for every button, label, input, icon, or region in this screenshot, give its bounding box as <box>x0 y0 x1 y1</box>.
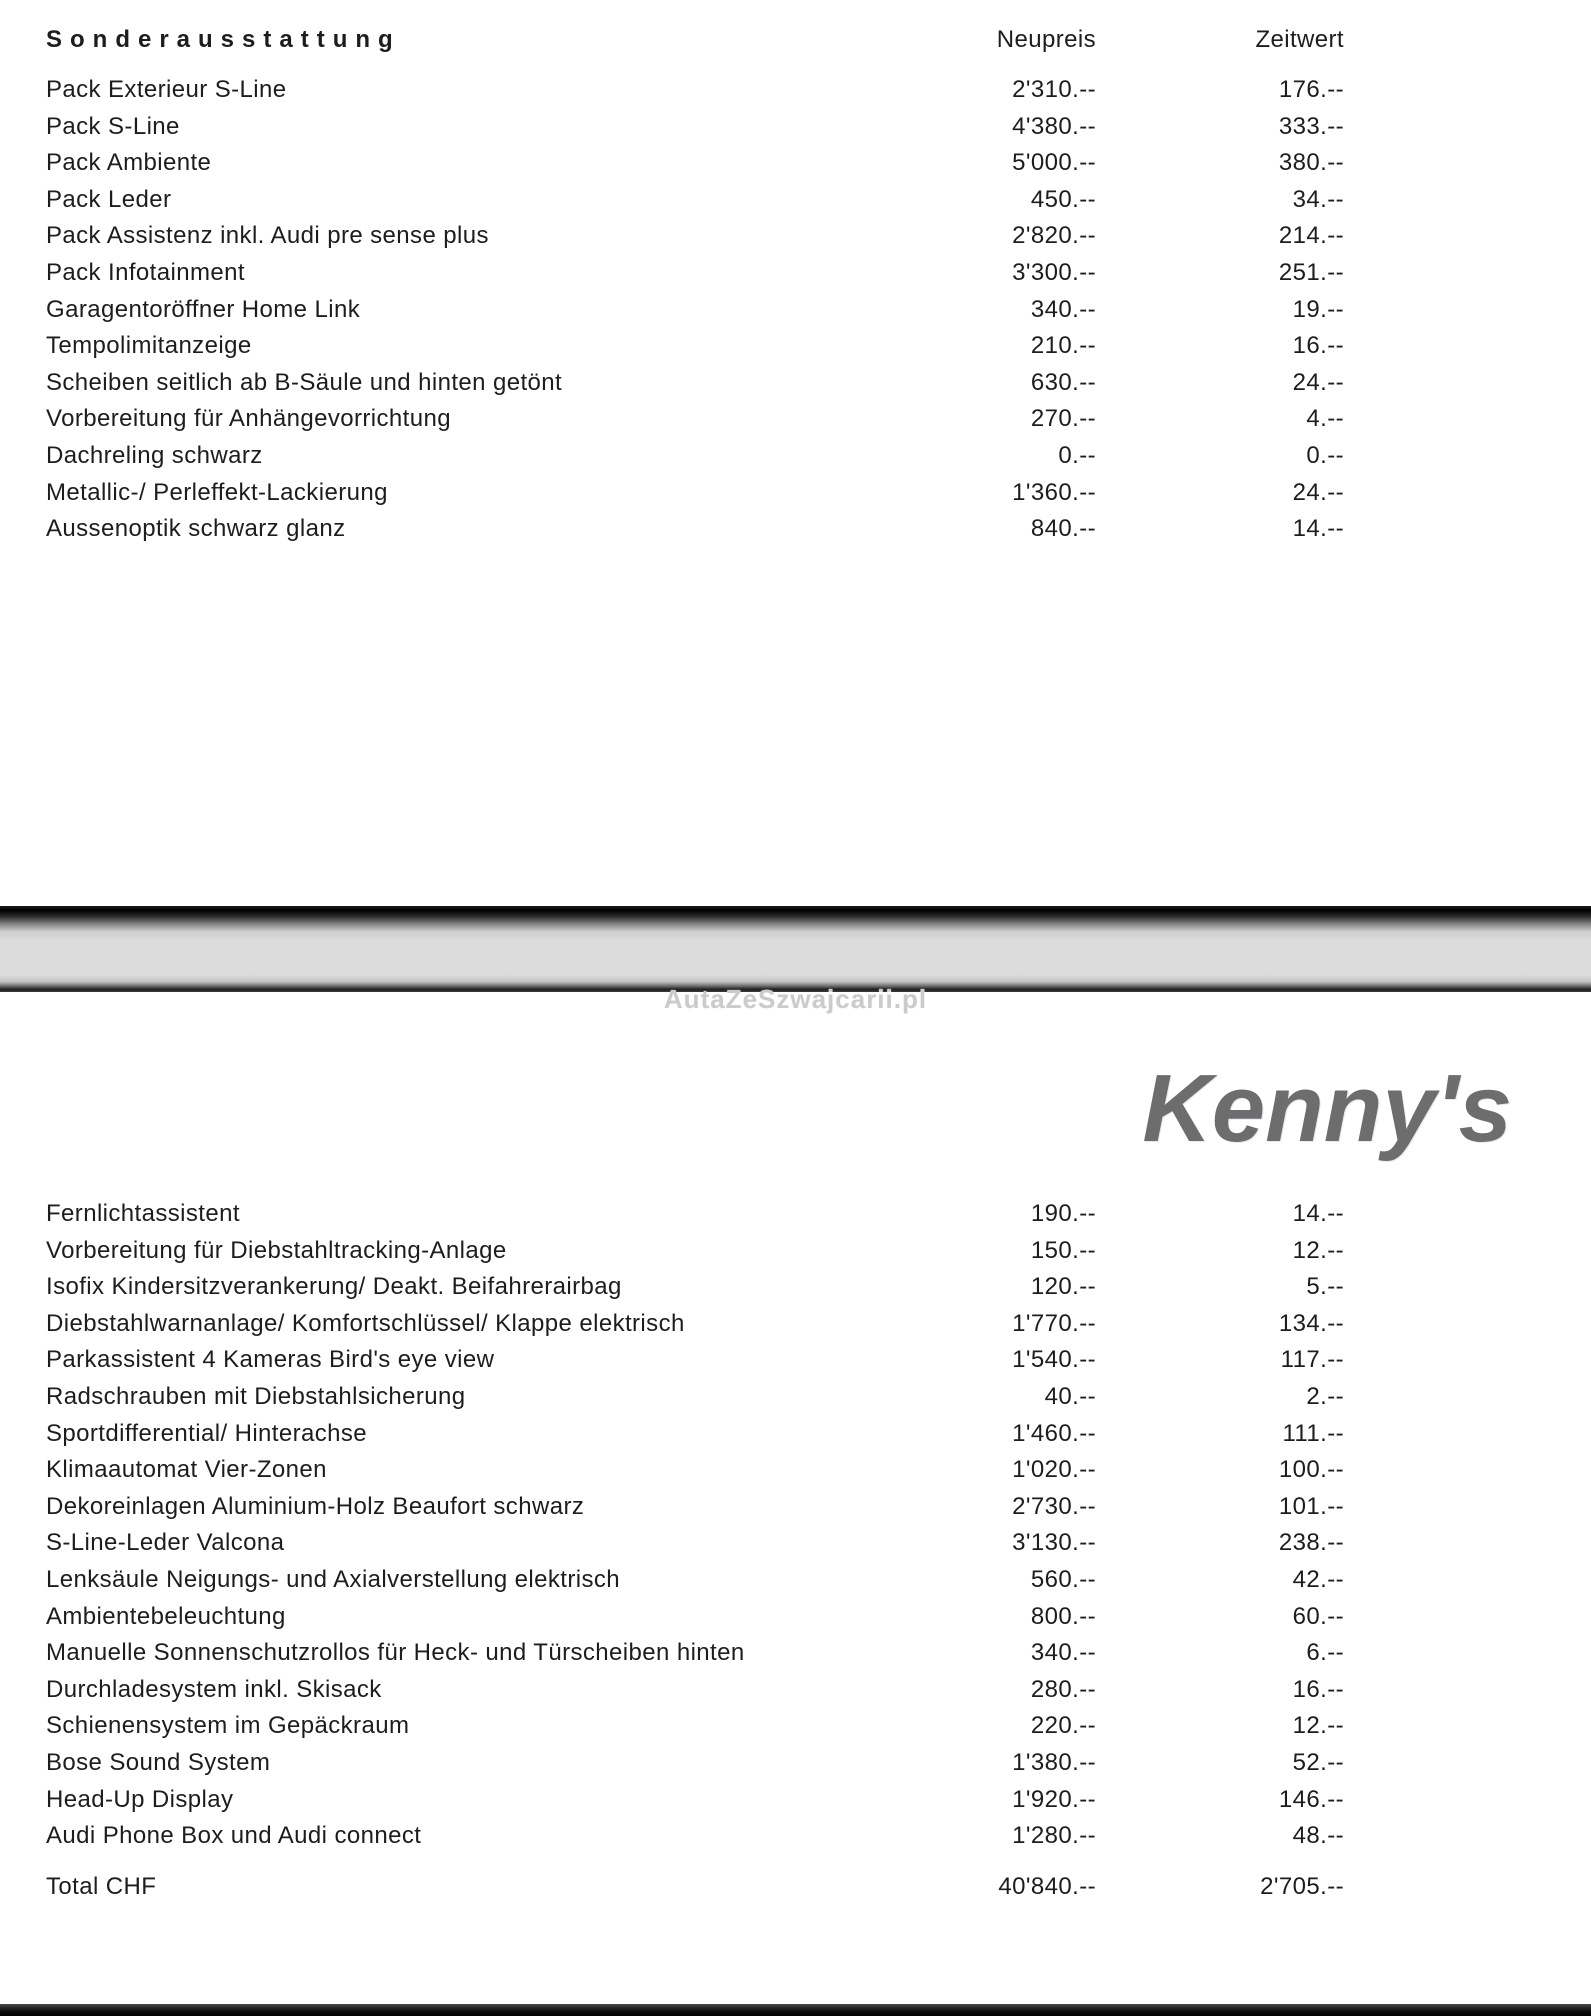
table-row <box>0 1672 1591 1709</box>
item-label: Vorbereitung für Diebstahltracking-Anlage <box>46 1236 507 1264</box>
item-label: Vorbereitung für Anhängevorrichtung <box>46 405 451 433</box>
table-row <box>0 438 1591 475</box>
table-row <box>0 1782 1591 1819</box>
item-label: Pack S-Line <box>46 112 180 140</box>
table-row <box>0 1745 1591 1782</box>
item-zeitwert-value: 24.-- <box>1292 478 1344 506</box>
item-label: Head-Up Display <box>46 1785 234 1813</box>
item-zeitwert-value: 16.-- <box>1292 1675 1344 1703</box>
table-row <box>0 1233 1591 1270</box>
item-neupreis-value: 630.-- <box>1030 368 1096 396</box>
item-neupreis-value: 40'840.-- <box>998 1872 1096 1900</box>
item-label: Tempolimitanzeige <box>46 332 252 360</box>
item-zeitwert-value: 4.-- <box>1306 405 1344 433</box>
item-zeitwert-value: 2.-- <box>1306 1382 1344 1410</box>
item-zeitwert-value: 333.-- <box>1278 112 1344 140</box>
item-label: Lenksäule Neigungs- und Axialverstellung elektrisch <box>46 1565 621 1593</box>
table-row <box>0 255 1591 292</box>
table-row <box>0 1562 1591 1599</box>
watermark-text: AutaZeSzwajcarii.pl <box>663 984 928 1014</box>
table-row <box>0 1489 1591 1526</box>
item-label: Scheiben seitlich ab B-Säule und hinten getönt <box>46 368 563 396</box>
item-label: Audi Phone Box und Audi connect <box>46 1822 422 1850</box>
item-neupreis-value: 560.-- <box>1030 1565 1096 1593</box>
item-neupreis-value: 40.-- <box>1044 1382 1096 1410</box>
item-neupreis-value: 190.-- <box>1030 1200 1096 1227</box>
table-row <box>0 292 1591 329</box>
table-row <box>0 365 1591 402</box>
item-zeitwert-value: 12.-- <box>1292 1712 1344 1740</box>
item-zeitwert-value: 42.-- <box>1292 1565 1344 1593</box>
bottom-page-edge-bar <box>0 2004 1591 2016</box>
item-neupreis-value: 270.-- <box>1030 405 1096 433</box>
table-header <box>0 22 1591 59</box>
table-row <box>0 1452 1591 1489</box>
item-zeitwert-value: 2'705.-- <box>1260 1872 1344 1900</box>
table-row <box>0 1342 1591 1379</box>
item-neupreis-value: 840.-- <box>1030 515 1096 543</box>
item-neupreis-value: 210.-- <box>1030 332 1096 360</box>
item-label: Radschrauben mit Diebstahlsicherung <box>46 1382 466 1410</box>
item-neupreis-value: 1'280.-- <box>1012 1822 1096 1850</box>
item-zeitwert-value: 52.-- <box>1292 1748 1344 1776</box>
item-label: Pack Leder <box>46 185 172 213</box>
item-neupreis-value: 1'460.-- <box>1012 1419 1096 1447</box>
item-label: Aussenoptik schwarz glanz <box>46 515 346 543</box>
table-row <box>0 1269 1591 1306</box>
equipment-list-page1 <box>0 72 1591 548</box>
item-neupreis-value: 4'380.-- <box>1012 112 1096 140</box>
item-neupreis-value: 1'020.-- <box>1012 1456 1096 1484</box>
item-neupreis-value: 3'130.-- <box>1012 1529 1096 1557</box>
item-neupreis-value: 1'540.-- <box>1012 1346 1096 1374</box>
item-neupreis-value: 1'770.-- <box>1012 1309 1096 1337</box>
table-row <box>0 328 1591 365</box>
item-neupreis-value: 450.-- <box>1030 185 1096 213</box>
item-label: Diebstahlwarnanlage/ Komfortschlüssel/ Klappe elektrisch <box>46 1309 685 1337</box>
item-zeitwert-value: 146.-- <box>1278 1785 1344 1813</box>
item-zeitwert-value: 251.-- <box>1278 258 1344 286</box>
item-label: Manuelle Sonnenschutzrollos für Heck- und Türscheiben hinten <box>46 1639 745 1667</box>
item-label: Isofix Kindersitzverankerung/ Deakt. Beifahrerairbag <box>46 1273 622 1301</box>
item-neupreis-value: 3'300.-- <box>1012 258 1096 286</box>
column-header-zeitwert: Zeitwert <box>1255 26 1344 53</box>
item-label: Pack Ambiente <box>46 149 212 177</box>
table-row <box>0 1196 1591 1233</box>
table-row <box>0 1306 1591 1343</box>
item-neupreis-value: 1'380.-- <box>1012 1748 1096 1776</box>
table-row <box>0 475 1591 512</box>
item-label: Dachreling schwarz <box>46 441 263 469</box>
item-zeitwert-value: 214.-- <box>1278 222 1344 250</box>
item-label: Ambientebeleuchtung <box>46 1602 286 1630</box>
table-row <box>0 401 1591 438</box>
item-neupreis-value: 2'730.-- <box>1012 1492 1096 1520</box>
table-row <box>0 1599 1591 1636</box>
item-label: Pack Exterieur S-Line <box>46 76 287 103</box>
item-neupreis-value: 280.-- <box>1030 1675 1096 1703</box>
item-neupreis-value: 5'000.-- <box>1012 149 1096 177</box>
item-zeitwert-value: 14.-- <box>1292 1200 1344 1227</box>
item-zeitwert-value: 16.-- <box>1292 332 1344 360</box>
table-row <box>0 1635 1591 1672</box>
item-label: S-Line-Leder Valcona <box>46 1529 285 1557</box>
item-neupreis-value: 2'820.-- <box>1012 222 1096 250</box>
table-row <box>0 1379 1591 1416</box>
column-header-neupreis: Neupreis <box>996 26 1096 53</box>
item-label: Metallic-/ Perleffekt-Lackierung <box>46 478 388 506</box>
item-zeitwert-value: 117.-- <box>1280 1346 1344 1374</box>
item-neupreis-value: 800.-- <box>1030 1602 1096 1630</box>
item-zeitwert-value: 12.-- <box>1292 1236 1344 1264</box>
item-label: Fernlichtassistent <box>46 1200 240 1227</box>
table-row <box>0 72 1591 109</box>
item-label: Klimaautomat Vier-Zonen <box>46 1456 327 1484</box>
item-zeitwert-value: 14.-- <box>1292 515 1344 543</box>
item-label: Durchladesystem inkl. Skisack <box>46 1675 382 1703</box>
item-zeitwert-value: 238.-- <box>1278 1529 1344 1557</box>
item-zeitwert-value: 0.-- <box>1306 441 1344 469</box>
item-label: Schienensystem im Gepäckraum <box>46 1712 410 1740</box>
item-label: Total CHF <box>46 1872 157 1900</box>
item-label: Parkassistent 4 Kameras Bird's eye view <box>46 1346 495 1374</box>
item-zeitwert-value: 34.-- <box>1292 185 1344 213</box>
table-row <box>0 1416 1591 1453</box>
item-label: Pack Infotainment <box>46 258 245 286</box>
item-zeitwert-value: 24.-- <box>1292 368 1344 396</box>
table-row <box>0 1708 1591 1745</box>
item-neupreis-value: 0.-- <box>1058 441 1096 469</box>
item-zeitwert-value: 5.-- <box>1306 1273 1344 1301</box>
item-zeitwert-value: 101.-- <box>1278 1492 1344 1520</box>
item-neupreis-value: 120.-- <box>1030 1273 1096 1301</box>
table-row <box>0 1818 1591 1855</box>
item-neupreis-value: 1'920.-- <box>1012 1785 1096 1813</box>
item-label: Garagentoröffner Home Link <box>46 295 361 323</box>
item-neupreis-value: 340.-- <box>1030 1639 1096 1667</box>
item-neupreis-value: 1'360.-- <box>1012 478 1096 506</box>
item-zeitwert-value: 19.-- <box>1292 295 1344 323</box>
item-zeitwert-value: 176.-- <box>1278 76 1344 103</box>
table-row <box>0 109 1591 146</box>
item-zeitwert-value: 380.-- <box>1278 149 1344 177</box>
table-row <box>0 511 1591 548</box>
item-zeitwert-value: 60.-- <box>1292 1602 1344 1630</box>
item-zeitwert-value: 111.-- <box>1282 1419 1344 1447</box>
item-neupreis-value: 340.-- <box>1030 295 1096 323</box>
item-label: Pack Assistenz inkl. Audi pre sense plus <box>46 222 489 250</box>
table-row <box>0 145 1591 182</box>
item-zeitwert-value: 48.-- <box>1292 1822 1344 1850</box>
item-zeitwert-value: 6.-- <box>1306 1639 1344 1667</box>
total-row <box>0 1869 1591 1906</box>
table-row <box>0 218 1591 255</box>
item-zeitwert-value: 134.-- <box>1278 1309 1344 1337</box>
equipment-list-page2 <box>0 1196 1591 1905</box>
item-neupreis-value: 2'310.-- <box>1012 76 1096 103</box>
table-row <box>0 1525 1591 1562</box>
page-break-divider <box>0 906 1591 992</box>
item-label: Dekoreinlagen Aluminium-Holz Beaufort schwarz <box>46 1492 585 1520</box>
item-label: Sportdifferential/ Hinterachse <box>46 1419 368 1447</box>
item-label: Bose Sound System <box>46 1748 271 1776</box>
item-zeitwert-value: 100.-- <box>1278 1456 1344 1484</box>
item-neupreis-value: 150.-- <box>1030 1236 1096 1264</box>
page-title: Sonderausstattung <box>46 26 401 53</box>
item-neupreis-value: 220.-- <box>1030 1712 1096 1740</box>
table-row <box>0 182 1591 219</box>
kennys-logo: Kenny's <box>1142 1055 1512 1162</box>
